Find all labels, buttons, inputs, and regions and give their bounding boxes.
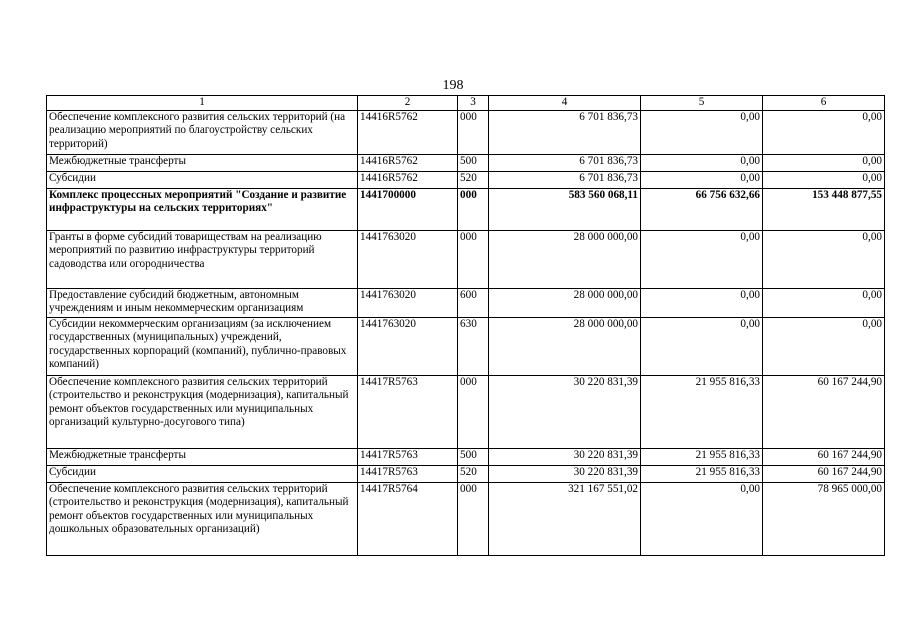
row-amount-col4: 6 701 836,73: [489, 111, 641, 155]
row-code-cell: 14416R5762: [358, 111, 458, 155]
page-number: 198: [442, 78, 464, 93]
row-amount-col4: 28 000 000,00: [489, 289, 641, 318]
row-amount-col4: 6 701 836,73: [489, 172, 641, 189]
row-name-cell: Субсидии некоммерческим организациям (за исключением государственных (муниципальных) учреждений, государственных корпораций (компаний), публично-правовых компаний): [47, 318, 358, 376]
table-row: [47, 155, 885, 172]
row-amount-col5: 0,00: [641, 172, 763, 189]
table-row: [47, 231, 885, 289]
row-type-cell: 520: [458, 172, 489, 189]
row-name-cell: Обеспечение комплексного развития сельских территорий (строительство и реконструкция (модернизация), капитальный ремонт объектов государственных или муниципальных организаций культурно-досугового типа): [47, 376, 358, 449]
row-name-cell: Предоставление субсидий бюджетным, автономным учреждениям и иным некоммерческим организациям: [47, 289, 358, 318]
table-row: [47, 466, 885, 483]
row-type-cell: 520: [458, 466, 489, 483]
table-row: [47, 318, 885, 376]
row-amount-col6: 0,00: [763, 231, 885, 289]
budget-table: [46, 95, 885, 556]
table-row: [47, 111, 885, 155]
row-code-cell: 1441700000: [358, 189, 458, 231]
row-code-cell: 1441763020: [358, 289, 458, 318]
row-amount-col6: 60 167 244,90: [763, 449, 885, 466]
row-amount-col6: 60 167 244,90: [763, 376, 885, 449]
row-amount-col4: 321 167 551,02: [489, 483, 641, 556]
row-amount-col5: 21 955 816,33: [641, 376, 763, 449]
row-amount-col6: 0,00: [763, 155, 885, 172]
row-name-cell: Комплекс процессных мероприятий "Создание и развитие инфраструктуры на сельских территориях": [47, 189, 358, 231]
row-type-cell: 000: [458, 231, 489, 289]
row-amount-col4: 30 220 831,39: [489, 376, 641, 449]
row-name-cell: Субсидии: [47, 466, 358, 483]
row-code-cell: 14417R5763: [358, 466, 458, 483]
row-amount-col6: 0,00: [763, 111, 885, 155]
column-header: 4: [489, 96, 641, 111]
table-row: [47, 449, 885, 466]
row-amount-col6: 78 965 000,00: [763, 483, 885, 556]
row-name-cell: Обеспечение комплексного развития сельских территорий (на реализацию мероприятий по благоустройству сельских территорий): [47, 111, 358, 155]
row-amount-col4: 6 701 836,73: [489, 155, 641, 172]
header-row: [47, 96, 885, 111]
row-amount-col5: 0,00: [641, 483, 763, 556]
row-amount-col5: 0,00: [641, 111, 763, 155]
table-row: [47, 172, 885, 189]
row-amount-col5: 0,00: [641, 231, 763, 289]
table-row: [47, 376, 885, 449]
table-row: [47, 289, 885, 318]
row-code-cell: 14416R5762: [358, 172, 458, 189]
row-code-cell: 1441763020: [358, 231, 458, 289]
row-code-cell: 14417R5763: [358, 376, 458, 449]
row-amount-col4: 30 220 831,39: [489, 449, 641, 466]
table-row: [47, 483, 885, 556]
row-amount-col4: 28 000 000,00: [489, 318, 641, 376]
column-header: 5: [641, 96, 763, 111]
row-name-cell: Межбюджетные трансферты: [47, 155, 358, 172]
row-code-cell: 14417R5763: [358, 449, 458, 466]
row-name-cell: Обеспечение комплексного развития сельских территорий (строительство и реконструкция (модернизация), капитальный ремонт объектов государственных или муниципальных дошкольных образовательных организаций): [47, 483, 358, 556]
column-header: 3: [458, 96, 489, 111]
row-type-cell: 000: [458, 189, 489, 231]
column-header: 1: [47, 96, 358, 111]
row-amount-col4: 28 000 000,00: [489, 231, 641, 289]
row-name-cell: Гранты в форме субсидий товариществам на реализацию мероприятий по развитию инфраструктуры территорий садоводства или огородничества: [47, 231, 358, 289]
column-header: 6: [763, 96, 885, 111]
row-type-cell: 000: [458, 483, 489, 556]
row-code-cell: 14417R5764: [358, 483, 458, 556]
row-code-cell: 14416R5762: [358, 155, 458, 172]
row-name-cell: Межбюджетные трансферты: [47, 449, 358, 466]
column-header: 2: [358, 96, 458, 111]
table-row: [47, 189, 885, 231]
row-code-cell: 1441763020: [358, 318, 458, 376]
row-type-cell: 000: [458, 376, 489, 449]
row-amount-col5: 0,00: [641, 289, 763, 318]
row-amount-col6: 60 167 244,90: [763, 466, 885, 483]
row-amount-col4: 583 560 068,11: [489, 189, 641, 231]
row-amount-col5: 0,00: [641, 155, 763, 172]
row-type-cell: 630: [458, 318, 489, 376]
row-amount-col5: 0,00: [641, 318, 763, 376]
row-amount-col6: 0,00: [763, 289, 885, 318]
row-name-cell: Субсидии: [47, 172, 358, 189]
row-amount-col4: 30 220 831,39: [489, 466, 641, 483]
row-type-cell: 500: [458, 155, 489, 172]
row-type-cell: 600: [458, 289, 489, 318]
row-amount-col5: 21 955 816,33: [641, 466, 763, 483]
row-amount-col6: 0,00: [763, 318, 885, 376]
row-amount-col5: 66 756 632,66: [641, 189, 763, 231]
row-type-cell: 000: [458, 111, 489, 155]
row-amount-col6: 0,00: [763, 172, 885, 189]
row-amount-col6: 153 448 877,55: [763, 189, 885, 231]
row-amount-col5: 21 955 816,33: [641, 449, 763, 466]
row-type-cell: 500: [458, 449, 489, 466]
